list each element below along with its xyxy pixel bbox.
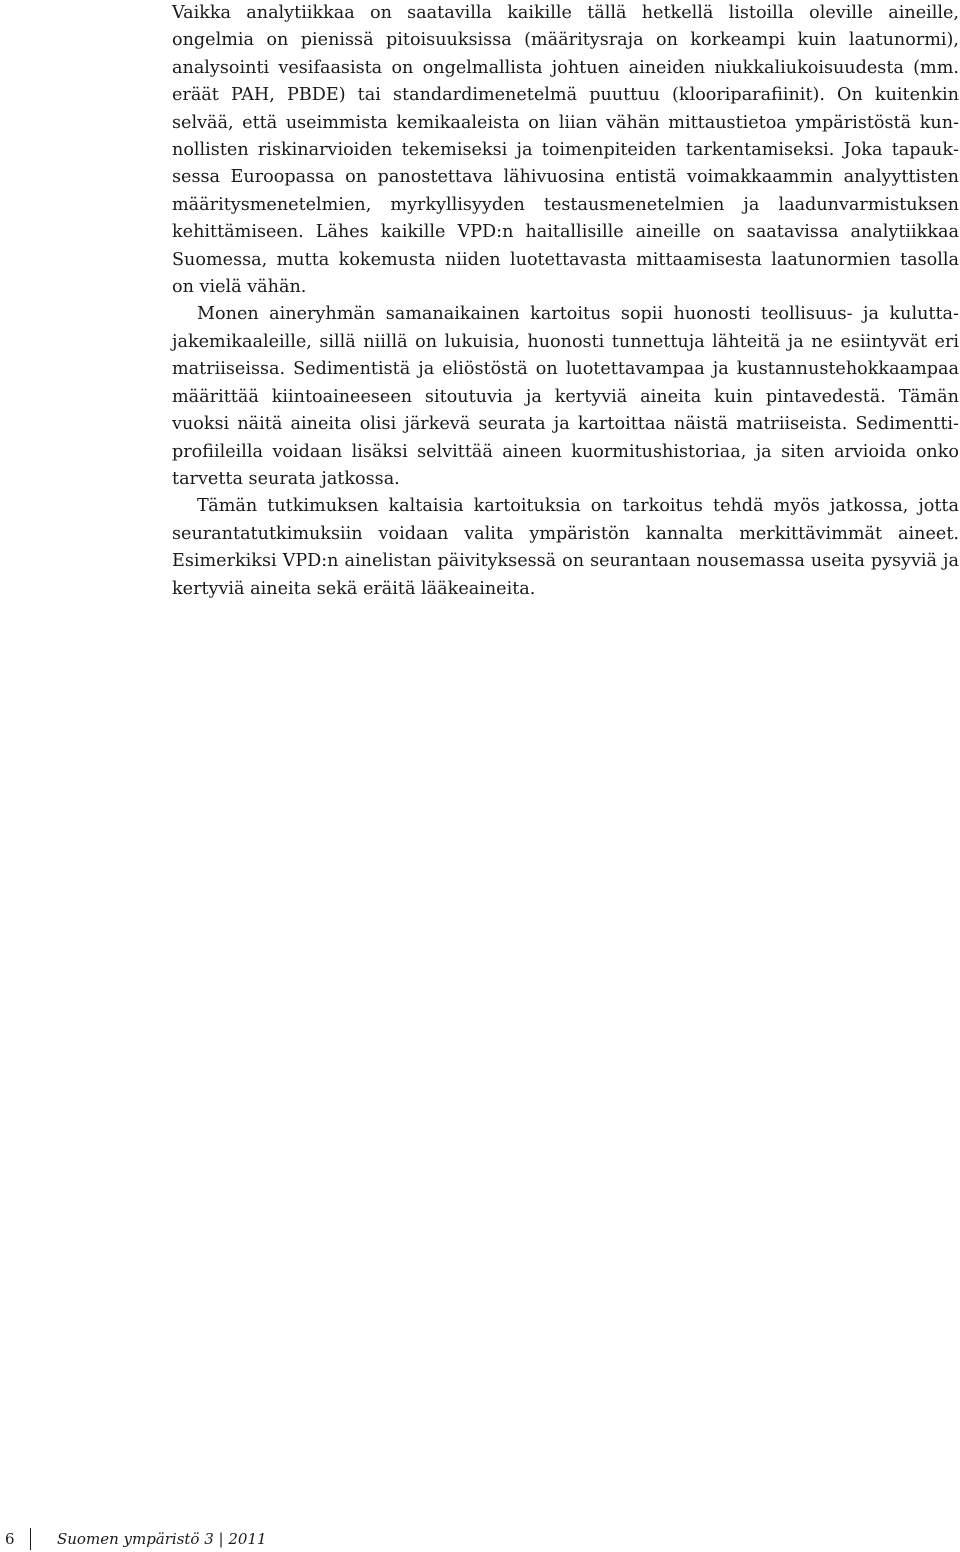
body-text [172,0,959,603]
paragraph-2: Monen aineryhmän samanaikainen kartoitus sopii huonosti teollisuus- ja kuluttajakemikaaleille, sillä niillä on lukuisia, huonosti tunnettuja lähteitä ja ne esiintyvät eri matriiseissa. Sedimentistä ja eliöstöstä on luotettavampaa ja kustannustehokkaampaa määrittää kiintoaineeseen sitoutuvia ja kertyviä aineita kuin pintavedestä. Tämän vuoksi näitä aineita olisi järkevä seurata ja kartoittaa näistä matriiseista. Sedimenttiprofiileilla voidaan lisäksi selvittää aineen kuormitushistoriaa, ja siten arvioida onko tarvetta seurata jatkossa. [172,304,959,489]
page-footer [0,1526,400,1552]
publication-title: Suomen ympäristö 3 | 2011 [57,1530,267,1548]
paragraph-1: Vaikka analytiikkaa on saatavilla kaikille tällä hetkellä listoilla oleville aineille, ongelmia on pienissä pitoisuuksissa (määritysraja on korkeampi kuin laatunormi), analysointi vesifaasista on ongelmallista johtuen aineiden niukkaliukoisuudesta (mm. eräät PAH, PBDE) tai standardimenetelmä puuttuu (klooriparafiinit). On kuitenkin selvää, että useimmista kemikaaleista on liian vähän mittaustietoa ympäristöstä kunnollisten riskinarvioiden tekemiseksi ja toimenpiteiden tarkentamiseksi. Joka tapauksessa Euroopassa on panostettava lähivuosina entistä voimakkaammin analyyttisten määritysmenetelmien, myrkyllisyyden testausmenetelmien ja laadunvarmistuksen kehittämiseen. Lähes kaikille VPD:n haitallisille aineille on saatavissa analytiikkaa Suomessa, mutta kokemusta niiden luotettavasta mittaamisesta laatunormien tasolla on vielä vähän. [172,3,959,298]
footer-divider [30,1528,31,1550]
page-number: 6 [5,1530,15,1548]
paragraph-3: Tämän tutkimuksen kaltaisia kartoituksia on tarkoitus tehdä myös jatkossa, jotta seurantatutkimuksiin voidaan valita ympäristön kannalta merkittävimmät aineet. Esimerkiksi VPD:n ainelistan päivityksessä on seurantaan nousemassa useita pysyviä ja kertyviä aineita sekä eräitä lääkeaineita. [172,496,959,599]
